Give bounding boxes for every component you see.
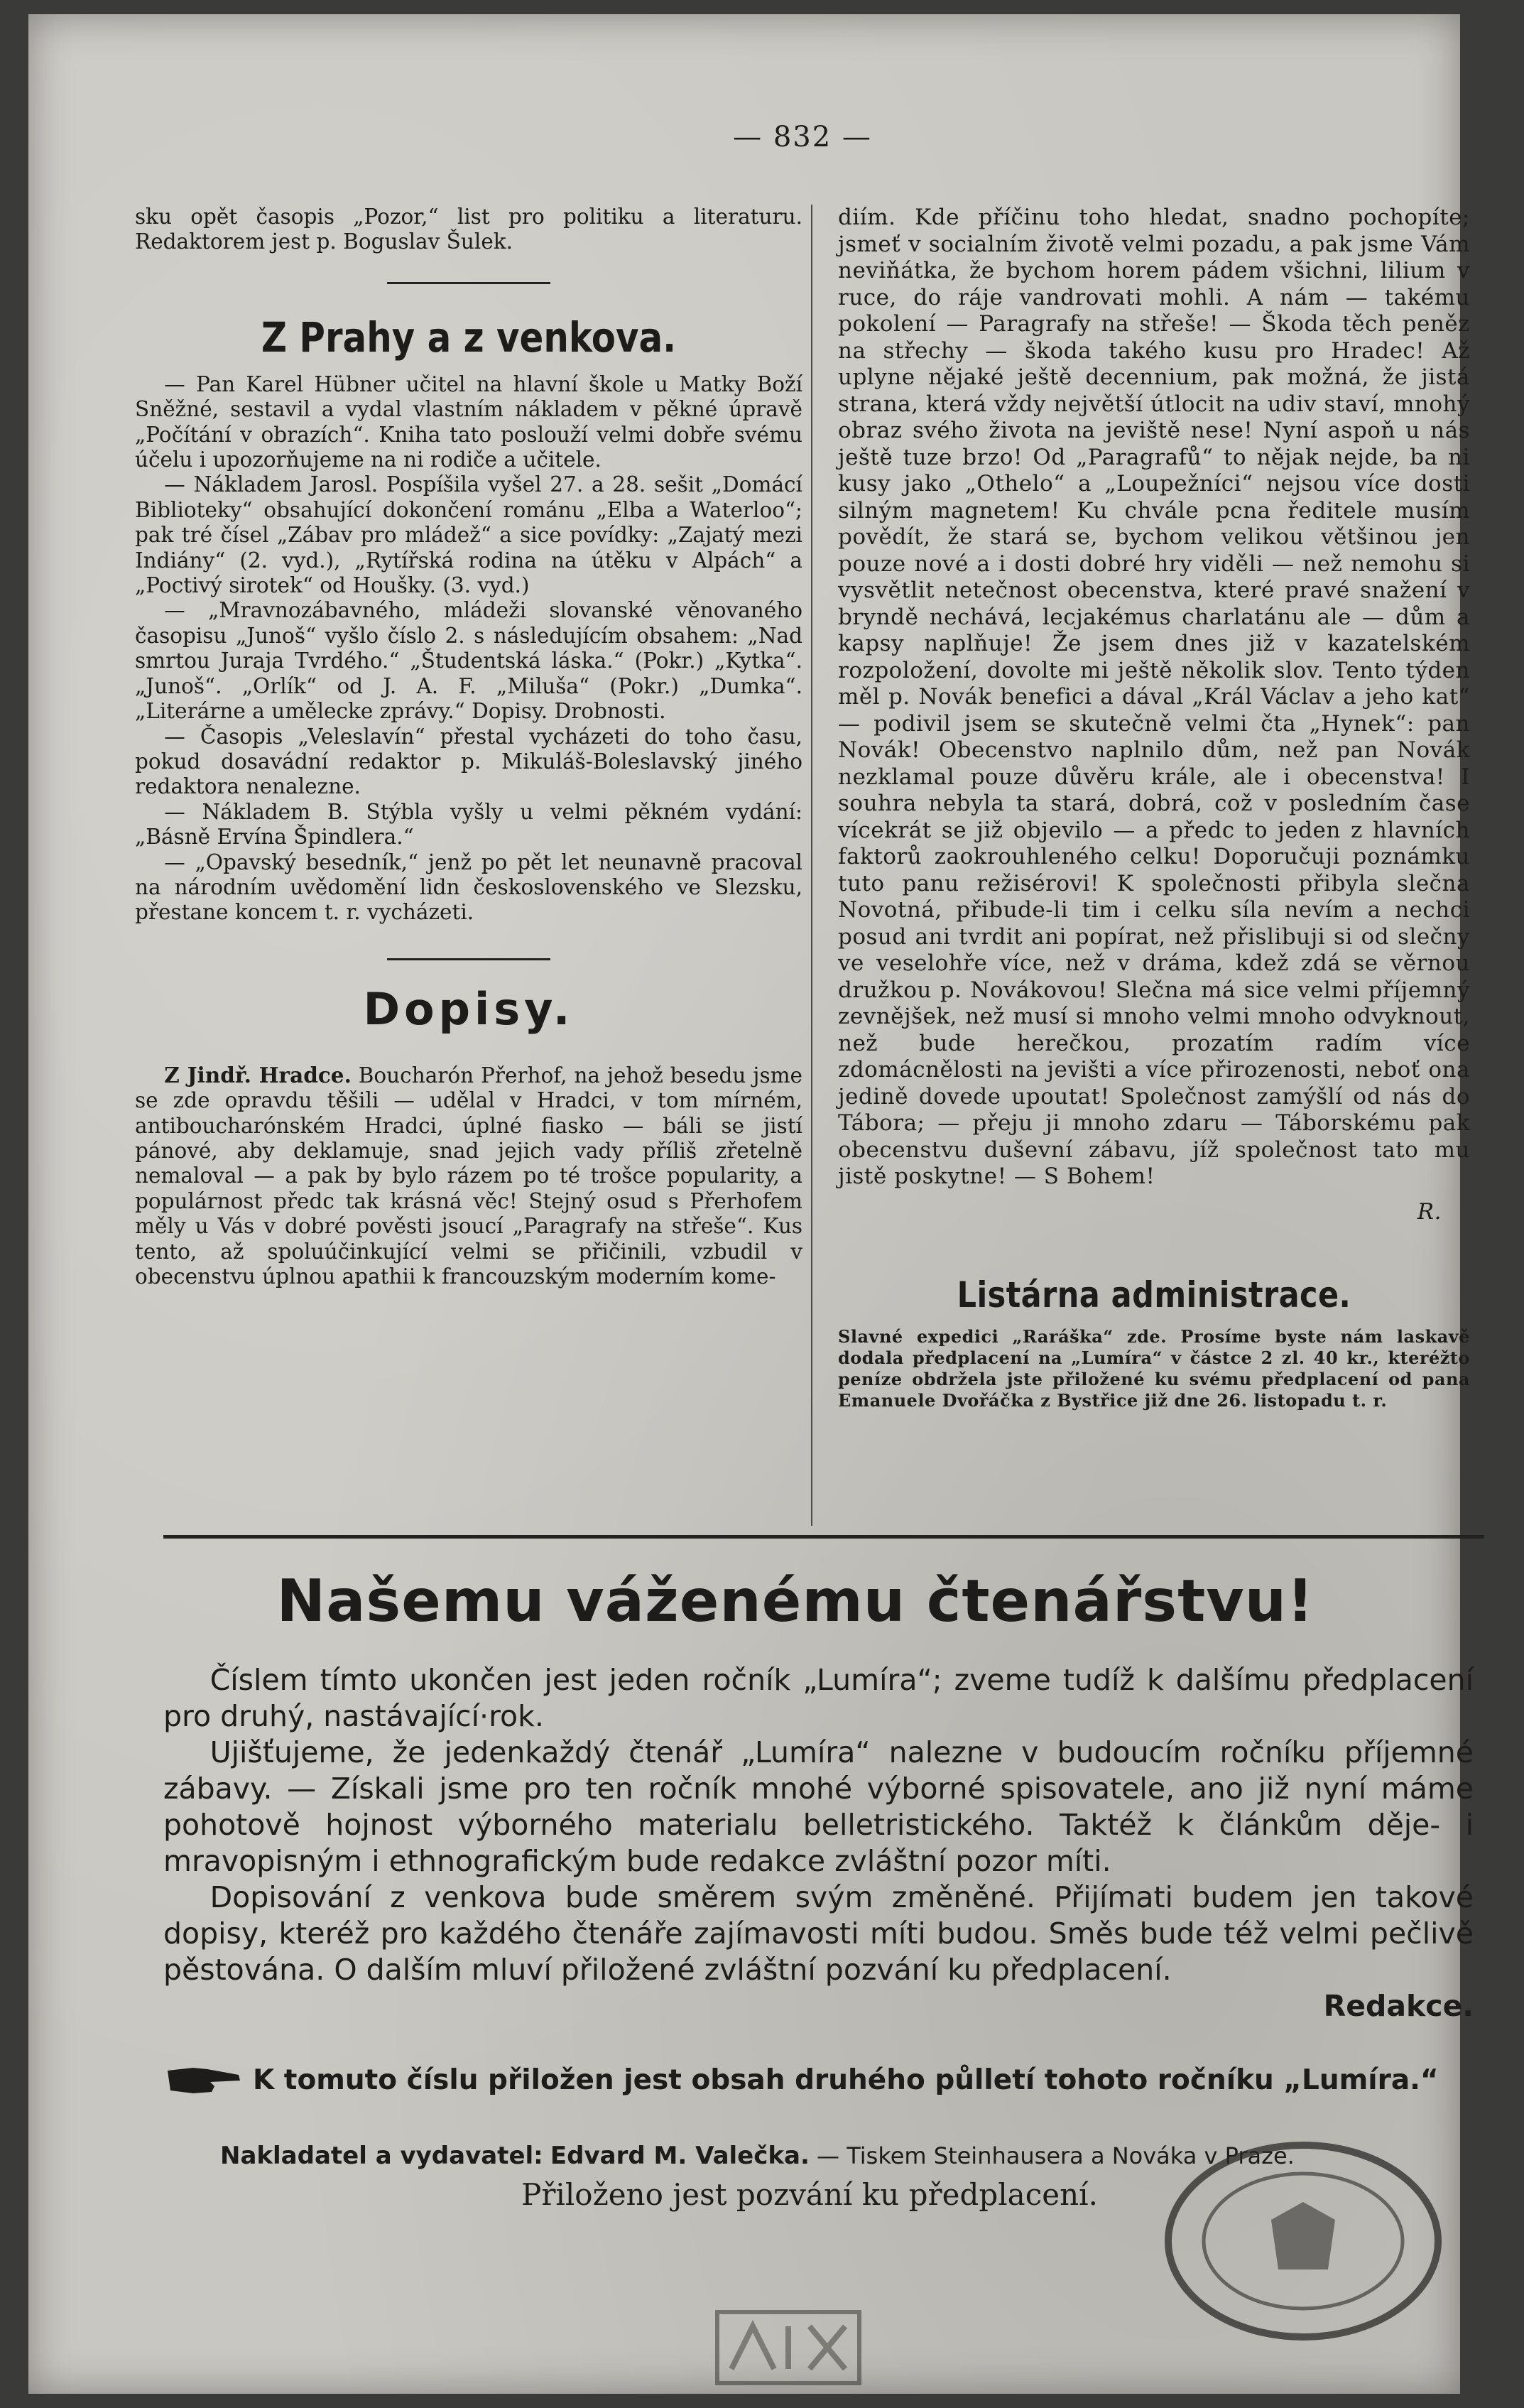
right-column xyxy=(838,205,1470,1411)
news-item: — Časopis „Veleslavín“ přestal vycházeti do toho času, pokud dosavádní redaktor p. Mikuláš-Boleslavský jiného redaktora nenalezne. xyxy=(135,724,802,799)
listarna-title: Listárna administrace. xyxy=(957,1274,1351,1316)
pointing-hand-icon xyxy=(165,2061,243,2099)
news-item: — „Opavský besedník,“ jenž po pět let neunavně pracoval na národním uvědomění lidn československého ve Slezsku, přestane koncem t. r. vycházeti. xyxy=(135,850,802,925)
dopis-paragraph xyxy=(135,1063,802,1290)
announcement-title: Našemu váženému čtenářstvu! xyxy=(276,1568,1315,1635)
section-rule xyxy=(387,282,550,284)
enclosed-note-line xyxy=(165,2056,1475,2103)
announcement-paragraph: Dopisování z venkova bude směrem svým změněné. Přijímati budem jen takové dopisy, kteréž pro každého čtenáře zajímavosti míti budou. Směs bude též velmi pečlivě pěstována. O dalším mluví přiložené zvláštní pozvání ku předplacení. xyxy=(163,1880,1474,1987)
news-item: — Nákladem Jarosl. Pospíšila vyšel 27. a 28. sešit „Domácí Biblioteky“ obsahující dokončení románu „Elba a Waterloo“; pak tré čísel „Zábav pro mládež“ a sice povídky: „Zajatý mezi Indiány“ (2. vyd.), „Rytířská rodina na útěku v Alpách“ a „Poctivý sirotek“ od Houšky. (3. vyd.) xyxy=(135,472,802,598)
library-stamp-icon xyxy=(1158,2135,1449,2348)
dopisy-title: Dopisy. xyxy=(363,982,575,1035)
announcement-body xyxy=(163,1662,1474,2024)
dopis-lead: Z Jindř. Hradce. xyxy=(164,1062,352,1088)
publisher-name: Edvard M. Valečka. xyxy=(550,2142,810,2170)
intro-paragraph: sku opět časopis „Pozor,“ list pro politiku a literaturu. Redaktorem jest p. Boguslav Šulek. xyxy=(135,205,802,254)
dopis-text: Boucharón Přerhof, na jehož besedu jsme se zde opravdu těšili — udělal v Hradci, v tom mírném, antiboucharónském Hradci, úplné fiasko — báli se jistí pánové, aby deklamuje, snad jejich vady příliš zřetelně nemaloval — a pak by bylo rázem po té trošce popularity, a populárnost předc tak krásná věc! Stejný osud s Přerhofem měly u Vás v dobré pověsti jsoucí „Paragrafy na střeše“. Kus tento, až spoluúčinkující velmi se přičinili, vzbudil v obecenstvu úplnou apathii k francouzským moderním kome- xyxy=(135,1063,803,1289)
announcement-signature: Redakce. xyxy=(1323,1989,1474,2023)
attached-note: Přiloženo jest pozvání ku předplacení. xyxy=(521,2177,1098,2212)
news-item: — Nákladem B. Stýbla vyšly u velmi pěkném vydání: „Básně Ervína Špindlera.“ xyxy=(135,799,802,850)
column-divider xyxy=(811,205,812,1526)
dopis-signature: R. xyxy=(1417,1198,1442,1225)
announcement-paragraph: Ujišťujeme, že jedenkaždý čtenář „Lumíra“ nalezne v budoucím ročníku příjemné zábavy. — Získali jsme pro ten ročník mnohé výborné spisovatele, ano již nyní máme pohotově hojnost výborného materialu belletristického. Taktéž k článkům děje- i mravopisným i ethnografickým bude redakce zvláštní pozor míti. xyxy=(163,1735,1474,1878)
section-rule xyxy=(387,958,550,960)
dopis-continuation: diím. Kde příčinu toho hledat, snadno pochopíte; jsmeť v socialním životě velmi pozadu, a pak jsme Vám neviňátka, že bychom horem pádem všichni, lilium v ruce, do ráje vandrovati mohli. A nám — takému pokolení — Paragrafy na střeše! — Škoda těch peněz na střechy — škoda takého kusu pro Hradec! Až uplyne nějaké ještě decennium, pak možná, že jistá strana, která vždy největší útlocit na udiv staví, mnohý obraz svého života na jeviště nese! Nyní aspoň u nás ještě tuze brzo! Od „Paragrafů“ to nějak nejde, ba ni kusy jako „Othelo“ a „Loupežníci“ nejsou více dosti silným magnetem! Ku chvále pcna ředitele musím povědít, že stará se, bychom velikou většinou jen pouze nové a i dosti dobré hry viděli — než nemohu si vysvětlit netečnost obecenstva, které pravé snažení v bryndě nechává, lecjakémus charlatánu ale — dům a kapsy naplňuje! Že jsem dnes již v kazatelském rozpoložení, dovolte mi ještě několik slov. Tento týden měl p. Novák benefici a dával „Král Václav a jeho kat“ — podivil jsem se skutečně velmi čta „Hynek“: pan Novák! Obecenstvo naplnilo dům, než pan Novák nezklamal pouze důvěru krále, ale i obecenstva! I souhra nebyla ta stará, dobrá, což v posledním čase vícekrát se již objevilo — a předc to jeden z hlavních faktorů zaokrouhleného celku! Doporučuji poznámku tuto panu režisérovi! K společnosti přibyla slečna Novotná, přibude-li tim i celku síla nevím a nechci posud ani tvrdit ani popírat, než přislibuji si od slečny ve veselohře více, než v dráma, kdež zdá se věrnou družkou p. Novákovou! Slečna má sice velmi příjemný zevnějšek, než musí si mnoho velmi mnoho odvyknout, než bude herečkou, prozatím radím více zdomácnělosti na jevišti a více přirozenosti, neboť ona jedině dovede upoutat! Společnost zamýšlí od nás do Tábora; — přeju ji mnoho zdaru — Táborskému pak obecenstvu duševní zábavu, jíž společnost tato mu jistě poskytne! — S Bohem! xyxy=(838,205,1470,1189)
enclosed-note: K tomuto číslu přiložen jest obsah druhého půlletí tohoto ročníku „Lumíra.“ xyxy=(253,2063,1439,2096)
section-title: Z Prahy a z venkova. xyxy=(261,313,677,362)
left-column xyxy=(135,205,802,1289)
announcement-rule xyxy=(163,1535,1484,1539)
newspaper-page xyxy=(28,14,1474,2394)
news-item: — Pan Karel Hübner učitel na hlavní škole u Matky Boží Sněžné, sestavil a vydal vlastním nákladem v pěkné úpravě „Počítání v obrazích“. Kniha tato poslouží velmi dobře svému účelu i upozorňujeme na ni rodiče a učitele. xyxy=(135,371,802,472)
listarna-notice: Slavné expedici „Raráška“ zde. Prosíme byste nám laskavě dodala předplacení na „Lumíra“ v částce 2 zl. 40 kr., kteréžto peníze obdržela jste přiložené ku svému předplacení od pana Emanuele Dvořáčka z Bystřice již dne 26. listopadu t. r. xyxy=(838,1326,1470,1411)
page-number: — 832 — xyxy=(733,121,872,153)
publisher-label: Nakladatel a vydavatel: xyxy=(220,2142,543,2170)
news-item: — „Mravnozábavného, mládeži slovanské věnovaného časopisu „Junoš“ vyšlo číslo 2. s následujícím obsahem: „Nad smrtou Juraja Tvrdého.“ „Študentská láska.“ (Pokr.) „Kytka“. „Junoš“. „Orlík“ od J. A. F. „Miluša“ (Pokr.) „Dumka“. „Literárne a umělecke zprávy.“ Dopisy. Drobnosti. xyxy=(135,598,802,724)
printer-info: — Tiskem Steinhausera a Nováka v Praze. xyxy=(817,2142,1295,2169)
ink-stamp-icon xyxy=(710,2298,866,2397)
announcement-paragraph: Číslem tímto ukončen jest jeden ročník „Lumíra“; zveme tudíž k dalšímu předplacení pro druhý, nastávající·rok. xyxy=(163,1663,1474,1733)
